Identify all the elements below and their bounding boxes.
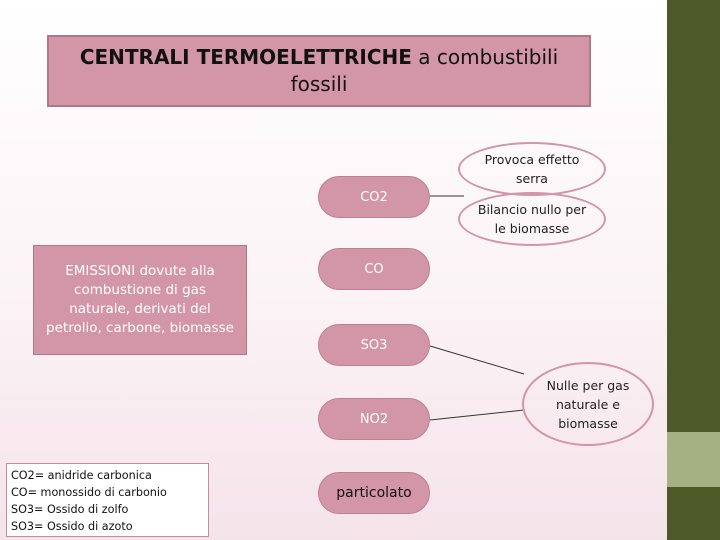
title-line2: fossili	[290, 72, 348, 96]
pollutant-no2: NO2	[318, 398, 430, 440]
note-biomass-balance: Bilancio nullo per le biomasse	[458, 192, 606, 246]
legend-box	[6, 463, 209, 537]
pollutant-particolato: particolato	[318, 472, 430, 514]
legend-item: SO3= Ossido di azoto	[11, 520, 133, 533]
legend-item: CO2= anidride carbonica	[11, 469, 152, 482]
note-greenhouse: Provoca effetto serra	[458, 142, 606, 196]
legend-item: CO= monossido di carbonio	[11, 486, 167, 499]
pollutant-so3: SO3	[318, 324, 430, 366]
title-rest: a combustibili	[411, 45, 559, 69]
legend-item: SO3= Ossido di zolfo	[11, 503, 129, 516]
pollutant-co2: CO2	[318, 176, 430, 218]
title-bold: CENTRALI TERMOELETTRICHE	[79, 45, 412, 69]
emissions-box: EMISSIONI dovute alla combustione di gas naturale, derivati del petrolio, carbone, biomasse	[33, 245, 247, 355]
page-title	[47, 35, 591, 107]
connector-no2-to-note	[430, 410, 524, 420]
connector-so3-to-note	[430, 346, 524, 374]
note-null-for: Nulle per gas naturale e biomasse	[522, 362, 654, 446]
pollutant-co: CO	[318, 248, 430, 290]
